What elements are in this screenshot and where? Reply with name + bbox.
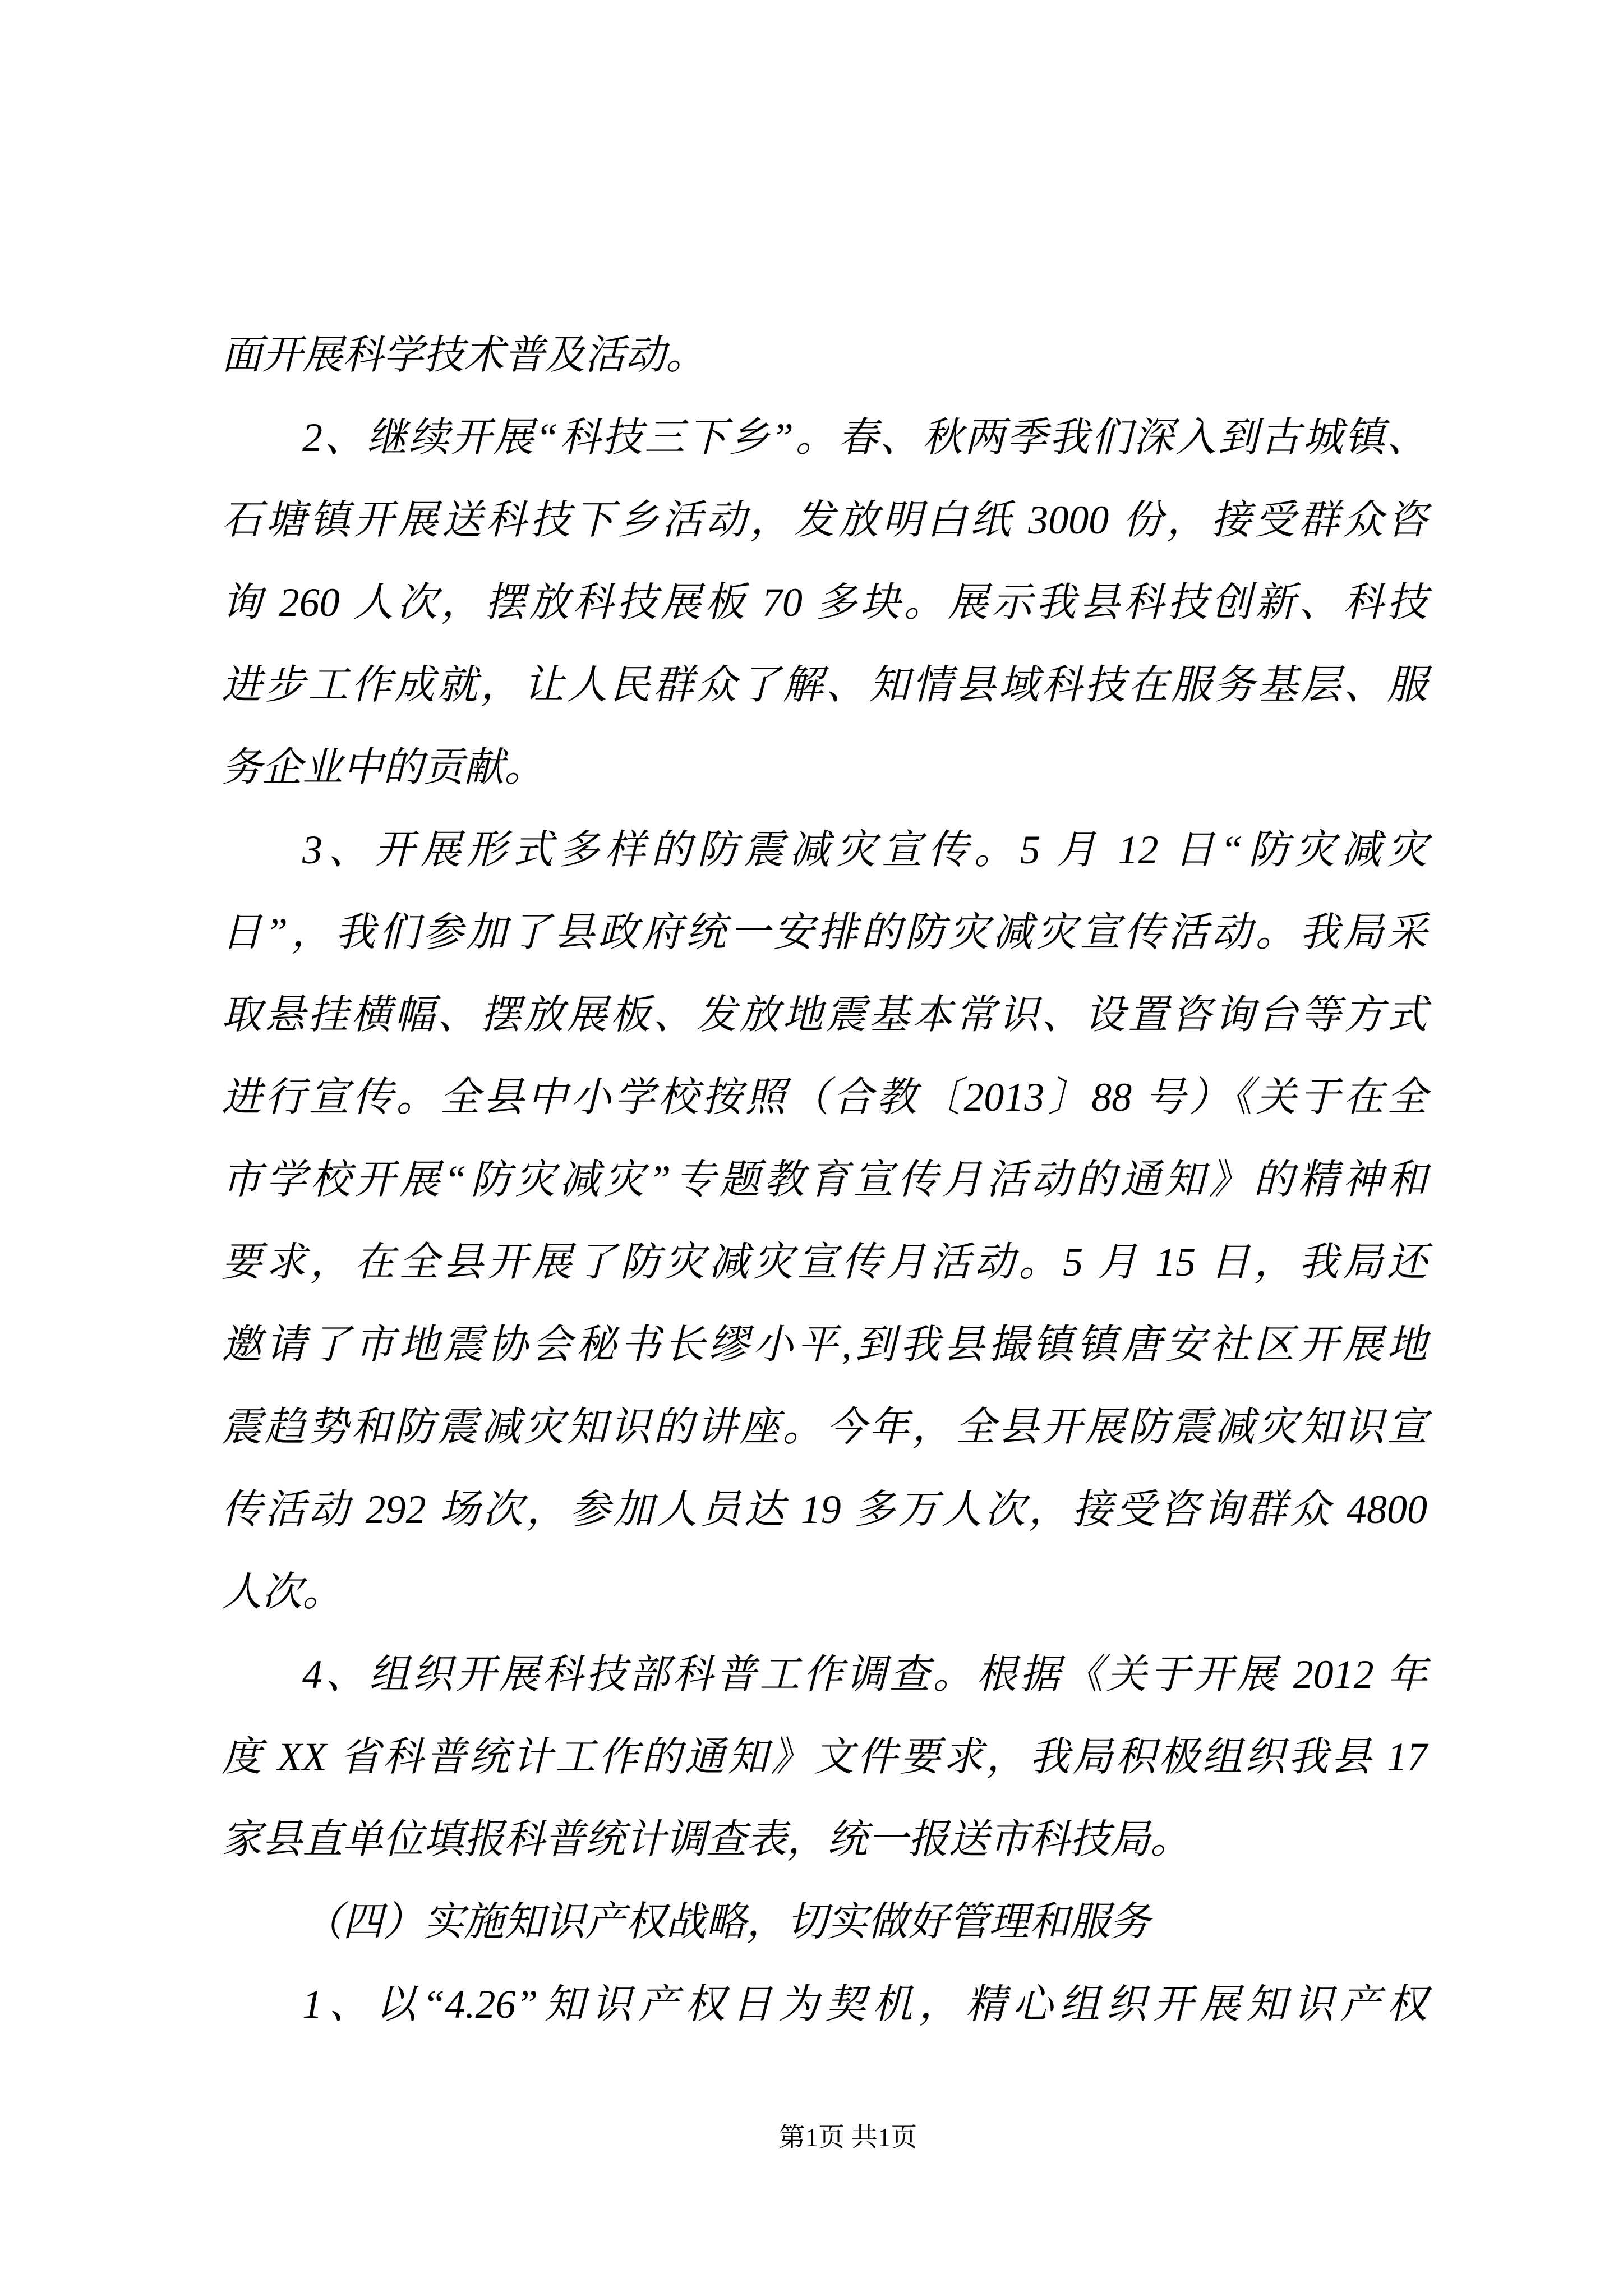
text-line: 度 XX 省科普统计工作的通知》文件要求，我局积极组织我县 17 xyxy=(222,1734,1427,1779)
text-line: 市学校开展“防灾减灾”专题教育宣传月活动的通知》的精神和 xyxy=(222,1157,1427,1202)
text-line: 石塘镇开展送科技下乡活动，发放明白纸 3000 份，接受群众咨 xyxy=(222,498,1427,542)
text-line: 传活动 292 场次，参加人员达 19 多万人次，接受咨询群众 4800 xyxy=(222,1487,1427,1532)
text-line: 人次。 xyxy=(222,1570,343,1614)
text-line: 进步工作成就，让人民群众了解、知情县域科技在服务基层、服 xyxy=(222,662,1427,707)
text-line: 询 260 人次，摆放科技展板 70 多块。展示我县科技创新、科技 xyxy=(222,580,1427,625)
text-line: 日”，我们参加了县政府统一安排的防灾减灾宣传活动。我局采 xyxy=(222,910,1427,955)
text-line: 2、继续开展“科技三下乡”。春、秋两季我们深入到古城镇、 xyxy=(302,415,1427,460)
page-footer xyxy=(0,2121,1623,2155)
text-line: 要求，在全县开展了防灾减灾宣传月活动。5 月 15 日，我局还 xyxy=(222,1240,1427,1285)
text-lines xyxy=(222,314,1427,2046)
text-line: 进行宣传。全县中小学校按照（合教〔2013〕88 号）《关于在全 xyxy=(222,1075,1427,1120)
text-line: 务企业中的贡献。 xyxy=(222,745,545,790)
document-body xyxy=(222,314,1427,2046)
text-line: 面开展科学技术普及活动。 xyxy=(222,333,707,378)
text-line: 震趋势和防震减灾知识的讲座。今年，全县开展防震减灾知识宣 xyxy=(222,1405,1427,1450)
page-number: 第1页 共1页 xyxy=(778,2123,917,2152)
text-line: 邀请了市地震协会秘书长缪小平,到我县撮镇镇唐安社区开展地 xyxy=(222,1322,1427,1367)
text-line: 4、组织开展科技部科普工作调查。根据《关于开展 2012 年 xyxy=(302,1652,1427,1697)
text-line: 3、开展形式多样的防震减灾宣传。5 月 12 日“防灾减灾 xyxy=(302,827,1427,872)
text-line: 1、以“4.26”知识产权日为契机，精心组织开展知识产权 xyxy=(302,1982,1427,2027)
text-line: 取悬挂横幅、摆放展板、发放地震基本常识、设置咨询台等方式 xyxy=(222,992,1427,1037)
text-line: （四）实施知识产权战略，切实做好管理和服务 xyxy=(302,1899,1151,1944)
text-line: 家县直单位填报科普统计调查表，统一报送市科技局。 xyxy=(222,1817,1191,1862)
